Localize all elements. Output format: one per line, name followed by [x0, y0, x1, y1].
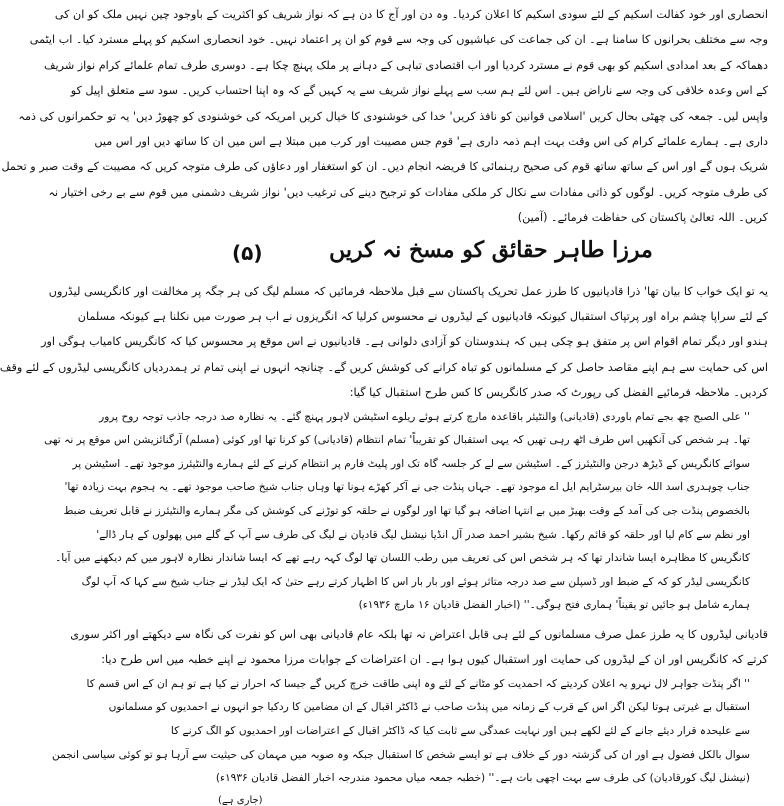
- body-paragraph-1: [0, 279, 768, 406]
- quote-line: استقبال بے غیرتی ہوتا لیکن اگر اس کے قرب کے زمانہ میں پنڈت صاحب نے ڈاکٹر اقبال کے ان مضامین کا ردکیا جو انہوں نے احمدیوں کو مسلمانوں: [108, 701, 750, 714]
- text-line: قادیانی لیڈروں کا یہ طرز عمل صرف مسلمانوں کے لئے ہی قابل اعتراض نہ تھا بلکہ عام قادیانی بھی اس کو نفرت کی نگاہ سے دیکھتے اور اکثر سوری: [70, 628, 768, 642]
- quote-block-1: [44, 406, 768, 618]
- continued-note: (جاری ہے): [218, 794, 263, 806]
- text-line: کے اس وعدہ خلافی کی وجہ سے ناراض ہیں۔ اس لئے ہم سب سے پہلے نواز شریف سے یہ کہیں گے کہ وہ اپنا احتساب کریں۔ سود سے متعلق اپیل کو: [70, 84, 768, 98]
- text-line: واپس لیں۔ جمعہ کی چھٹی بحال کریں 'اسلامی قوانین کو نافذ کریں' خدا کی خوشنودی کا خیال کریں امریکہ کی خوشنودی کو چھوڑ دیں' یہ تو حکمرانوں کی ذمہ: [18, 109, 768, 123]
- text-line: ہندو اور دیگر تمام اقوام اس پر متفق ہو چکی ہیں کہ ہندوستان کو آزادی دلوانی ہے۔ قادیانیوں نے اس موقع پر محسوس کیا کہ کانگریس کامیاب ہوگی اور: [41, 335, 768, 349]
- text-line: دھماکہ کے بعد امدادی اسکیم کو بھی قوم نے مسترد کردیا اور اب اقتصادی تباہی کے دہانے پر ملک پہنچ چکا ہے۔ دوسری طرف تمام علمائے کرام نواز شریف: [43, 58, 768, 72]
- quote-line: اور نظم سے کام لیا اور حلقہ کو قائم رکھا۔ شیخ بشیر احمد صدر آل انڈیا نیشنل لیگ قادیان نے لیگ کی طرف سے آپ کے گلے میں پھولوں کے ہار ڈالے': [96, 528, 750, 541]
- quote-block-2: [52, 673, 768, 791]
- text-line: کی طرف متوجہ کریں۔ لوگوں کو ذاتی مفادات سے نکال کر ملکی مفادات کو ترجیح دینے کی ترغیب دیں' نواز شریف دشمنی میں قوم سے بے رخی اختیار نہ: [48, 185, 768, 199]
- text-line: داری ہے۔ ہمارے علمائے کرام کی اس وقت بہت اہم ذمہ داری ہے' قوم جس مصیبت اور کرب میں مبتلا ہے اس میں ان کا ساتھ دیں اور اس میں: [94, 135, 768, 149]
- text-line: شریک ہوں گے اور اس کے ساتھ ساتھ قوم کی صحیح رہنمائی کا فریضہ انجام دیں۔ ان کو استغفار اور دعاؤں کی طرف متوجہ کریں کہ مصیبت کے وقت صبر و تحمل: [1, 160, 768, 174]
- quote-line: بالخصوص پنڈت جی کی آمد کے وقت بھیڑ میں بے انتہا اضافہ ہو گیا تھا اور لوگوں نے حلقہ کو توڑنے کی کوشش کی مگر ہمارے والنٹیئرز نے قابل تعریف ضبط: [63, 505, 750, 518]
- intro-paragraph: [1, 2, 768, 231]
- section-number: (۵): [232, 240, 263, 265]
- text-line: اس کی حمایت سے ہم اپنے مقاصد حاصل کر کے مسلمانوں کو تباہ کرانے کی کوشش کریں گے۔ چنانچہ انہوں نے اپنی تمام تر ہمدردیاں کانگریسی لیڈروں کے لئے وقف: [0, 360, 768, 374]
- section-title: مرزا طاہر حقائق کو مسخ نہ کریں: [329, 236, 653, 263]
- quote-line: سوال بالکل فضول ہے اور ان کی گزشتہ دور کے خلاف ہے تو ایسے شخص کا استقبال جبکہ وہ صوبہ میں مہمان کی حیثیت سے آرہا ہو تو کوئی سیاسی انجمن: [52, 748, 750, 761]
- text-line: کردیں۔ ملاحظہ فرمائیے الفضل کی رپورٹ کہ صدر کانگریس کا کس طرح استقبال کیا گیا:: [349, 386, 768, 400]
- quote-line: سے علیحدہ قرار دیئے جانے کے لئے لکھے ہیں اور نہایت عمدگی سے ثابت کیا کہ ڈاکٹر اقبال کے اعتراضات اور احمدیوں کو الگ کرنے کا: [170, 725, 750, 738]
- section-heading: [214, 237, 768, 279]
- body-paragraph-2: [70, 622, 768, 673]
- quote-line: '' اگر پنڈت جواہر لال نہرو یہ اعلان کردیتے کہ احمدیت کو مٹانے کے لئے وہ اپنی طاقت خرچ کریں گے جیسا کہ احرار نے کیا ہے تو ہم ان کے اس قسم کا: [86, 677, 750, 690]
- text-line: کرتے کہ کانگریس اور ان کے لیڈروں کی حمایت اور استقبال کیوں ہوا ہے۔ ان اعتراضات کے جوابات مرزا محمود نے اپنے خطبہ میں اس طرح دیا:: [101, 653, 768, 667]
- text-line: کریں۔ اللہ تعالیٰ پاکستان کی حفاظت فرمائے۔ (آمین): [517, 211, 768, 225]
- text-line: انحصاری اور خود کفالت اسکیم کے لئے سودی اسکیم کا اعلان کردیا۔ وہ دن اور آج کا دن ہے کہ نواز شریف کو اکثریت کے باوجود چین نہیں ملک کو ان کی: [54, 8, 768, 21]
- quote-line: ہمارے شامل ہو جائیں تو یقیناً' ہماری فتح ہوگی۔'' (اخبار الفضل قادیان ۱۶ مارچ ۱۹۳۶ء): [358, 599, 750, 612]
- text-line: یہ تو ایک خواب کا بیان تھا' ذرا قادیانیوں کا طرز عمل تحریک پاکستان سے قبل ملاحظہ فرمائیں کہ مسلم لیگ کی ہر جگہ پر مخالفت اور کانگریسی لیڈروں: [48, 284, 768, 298]
- quote-line: تھا۔ ہر شخص کی آنکھیں اس طرف اٹھ رہی تھیں کہ یہی استقبال کو تقریباً' تمام انتظام (قادیانی) کو کرنا تھا اور کوئی (مسلم) آرگنائزیشن اس موقع پر نہ تھی: [44, 434, 750, 447]
- quote-line: سوائے کانگریس کے ڈیڑھ درجن والنٹیئرز کے۔ اسٹیشن سے لے کر جلسہ گاہ تک اور پلیٹ فارم پر انتظام کرنے کے لئے ہمارے والنٹیئرز موجود تھے۔ اسٹیشن پر: [72, 457, 750, 470]
- quote-line: '' علی الصبح چھ بجے تمام باوردی (قادیانی) والنٹیئر باقاعدہ مارچ کرتے ہوئے ریلوے اسٹیشن لاہور پہنچ گئے۔ یہ نظارہ صد درجہ جاذب توجہ روح پرور: [99, 410, 750, 423]
- text-line: کے لئے سراپا چشم براہ اور پرتپاک استقبال کیونکہ قادیانیوں کے لیڈروں نے محسوس کرلیا کہ انگریزوں نے اب ہر صورت میں نکلنا ہے کیونکہ مسلمان: [77, 310, 768, 324]
- text-line: وجہ سے مختلف بحرانوں کا سامنا ہے۔ ان کی جماعت کی عیاشیوں کی وجہ سے قوم کو ان پر اعتماد نہیں۔ خود انحصاری اسکیم کو پہلے مسترد کیا۔ اب ایٹمی: [29, 33, 768, 47]
- quote-line: (نیشنل لیگ کورقادیان) کی طرف سے بہت اچھی بات ہے۔'' (خطبہ جمعہ میاں محمود مندرجہ اخبار الفضل قادیان ۱۹۳۶ء): [215, 772, 750, 785]
- quote-line: جناب چوہدری اسد اللہ خان بیرسٹرایم ایل اے موجود تھے۔ جہاں پنڈت جی نے آکر کھڑے ہونا تھا وہاں جناب شیخ صاحب موجود تھے۔ یہ ہجوم بہت زیادہ تھا': [64, 481, 750, 494]
- quote-line: کانگریسی لیڈر کو کہ کے ضبط اور ڈسپلن سے صد درجہ متاثر ہوئے اور بار بار اس کا اظہار کرتے رہے حتیٰ کہ ایک لیڈر نے جناب شیخ سے کہا کہ آپ لوگ: [81, 575, 750, 588]
- quote-line: کانگریس کا مظاہرہ ایسا شاندار تھا کہ ہر شخص اس کی تعریف میں رطب اللسان تھا لوگ کہہ رہے تھے کہ ایسا شاندار نظارہ لاہور میں کم دیکھنے میں آیا۔: [55, 552, 750, 565]
